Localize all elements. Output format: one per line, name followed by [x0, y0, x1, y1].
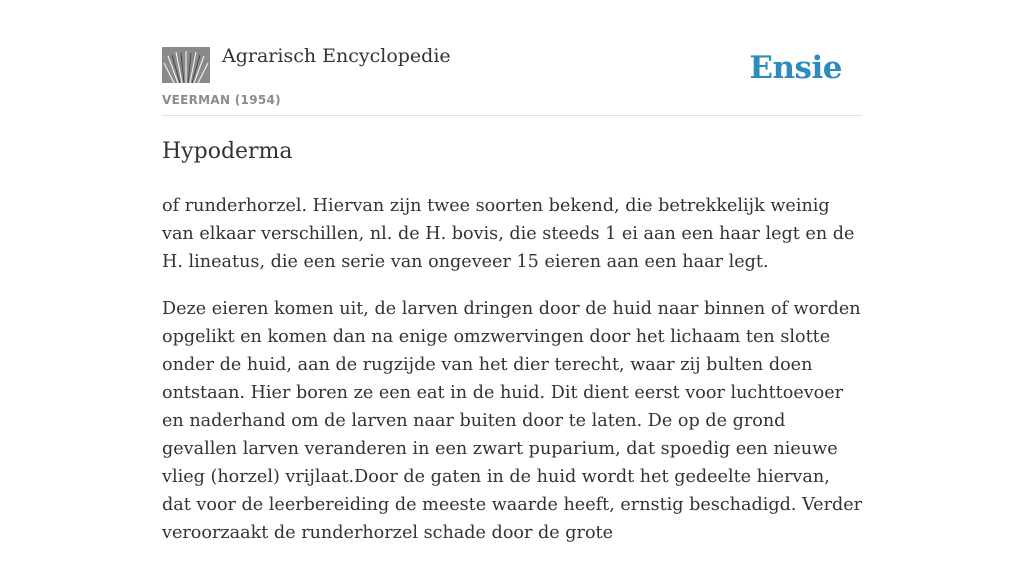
source-author: VEERMAN (1954)	[162, 93, 281, 107]
article-body	[162, 192, 864, 566]
ensie-brand-logo[interactable]: Ensie	[749, 50, 842, 86]
content-container	[162, 0, 863, 543]
article-paragraph: of runderhorzel. Hiervan zijn twee soorten bekend, die betrekkelijk weinig van elkaar verschillen, nl. de H. bovis, die steeds 1 ei aan een haar legt en de H. lineatus, die een serie van ongeveer 15 eieren aan een haar legt.	[162, 196, 855, 272]
source-title-link[interactable]: Agrarisch Encyclopedie	[222, 45, 451, 67]
article-paragraph: Deze eieren komen uit, de larven dringen door de huid naar binnen of worden opgelikt en komen dan na enige omzwervingen door het lichaam ten slotte onder de huid, aan de rugzijde van het dier terecht, waar zij bulten doen ontstaan. Hier boren ze een eat in de huid. Dit dient eerst voor luchttoevoer en naderhand om de larven naar buiten door te laten. De op de grond gevallen larven veranderen in een zwart puparium, dat spoedig een nieuwe vlieg (horzel) vrijlaat.Door de gaten in de huid wordt het gedeelte hiervan, dat voor de leerbereiding de meeste waarde heeft, ernstig beschadigd. Verder veroorzaakt de runderhorzel schade door de grote	[162, 299, 863, 543]
article-title: Hypoderma	[162, 139, 293, 164]
source-header	[162, 0, 862, 116]
wheat-engraving-icon[interactable]	[162, 47, 210, 83]
